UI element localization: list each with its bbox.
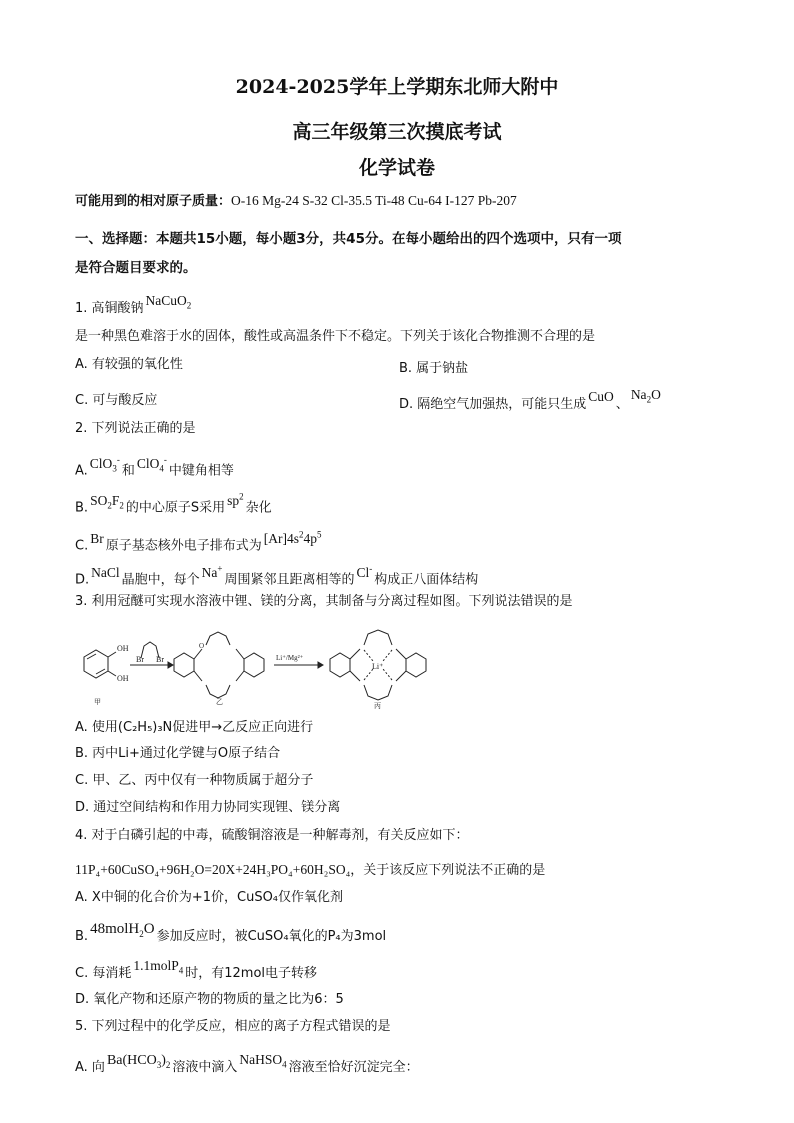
reaction-arrow-2 [274,662,323,668]
q4-equation-line: 11P₄+60CuSO₄+96H₂O=20X+24H₃PO₄+60H₂SO₄，关于该反应下列说法不正确的是 [75,862,546,878]
section1-heading: 一、选择题：本题共15小题，每小题3分，共45分。在每小题给出的四个选项中，只有一项 [75,231,622,247]
q3-stem: 3. 利用冠醚可实现水溶液中锂、镁的分离，其制备与分离过程如图。下列说法错误的是 [75,594,573,609]
label-bing: 丙 [374,702,381,710]
atomic-mass-values: O-16 Mg-24 S-32 Cl-35.5 Ti-48 Cu-64 I-127 Pb-207 [231,193,517,208]
exam-title-subject: 化学试卷 [358,157,435,179]
q1-stem-cont: 是一种黑色难溶于水的固体，酸性或高温条件下不稳定。下列关于该化合物推测不合理的是 [75,329,596,344]
section1-heading-cont: 是符合题目要求的。 [75,260,197,276]
dibenzo-crown-structure [174,632,264,698]
q4-option-d[interactable]: D. 氧化产物和还原产物的物质的量之比为6：5 [75,992,344,1007]
q4-option-c[interactable]: C. 每消耗1.1molP$_4$ 时，有12mol电子转移 [75,958,318,981]
oh-bottom-label: OH [117,674,129,683]
br-right-label: Br [156,655,164,664]
q4-option-a[interactable]: A. X中铜的化合价为+1价，CuSO₄仅作氧化剂 [75,890,344,905]
q2-stem: 2. 下列说法正确的是 [75,421,196,436]
oh-top-label: OH [117,644,129,653]
q5-stem: 5. 下列过程中的化学反应，相应的离子方程式错误的是 [75,1019,391,1034]
label-yi: 乙 [216,698,223,706]
q1-option-d[interactable]: D. 隔绝空气加强热，可能只生成CuO、$Na_2O$ [399,387,661,412]
q1-stem: 1. 高铜酸钠NaCuO$_2$ [75,293,192,316]
q2-option-c[interactable]: C.Br原子基态核外电子排布式为$[Ar]4s^24p^5$ [75,529,322,554]
crown-ether-reaction-diagram [72,624,442,710]
q3-option-d[interactable]: D. 通过空间结构和作用力协同实现锂、镁分离 [75,800,341,815]
atomic-mass-label: 可能用到的相对原子质量： [75,194,232,209]
q4-equation: 11P₄+60CuSO₄+96H₂O=20X+24H₃PO₄+60H₂SO₄ [75,862,351,877]
reagent-label: Li⁺/Mg²⁺ [276,654,304,662]
exam-title-school: 2024-2025学年上学期东北师大附中 [235,76,559,98]
q4-stem: 4. 对于白磷引起的中毒，硫酸铜溶液是一种解毒剂，有关反应如下： [75,828,469,843]
q1-option-b[interactable]: B. 属于钠盐 [399,361,469,376]
q2-option-b[interactable]: $B.SO_2F_2$ 的中心原子S采用$sp^2$杂化 [75,491,272,516]
catechol-structure [84,650,116,678]
atomic-mass-line [75,193,517,210]
q3-option-b[interactable]: B. 丙中Li+通过化学键与O原子结合 [75,746,281,761]
q3-option-c[interactable]: C. 甲、乙、丙中仅有一种物质属于超分子 [75,773,314,788]
q1-option-a[interactable]: A. 有较强的氧化性 [75,357,183,372]
q4-option-b[interactable]: B. 48molH$_2$O 参加反应时，被CuSO₄氧化的P₄为3mol [75,921,387,944]
q1-formula: NaCuO$_2$ [145,293,192,311]
q5-option-a[interactable]: A. 向 $Ba(HCO_3)_2$ 溶液中滴入NaHSO$_4$ 溶液至恰好沉淀完全： [75,1052,419,1075]
li-ion-label: Li⁺ [372,662,384,671]
label-jia: 甲 [94,698,101,706]
q3-option-a[interactable]: A. 使用(C₂H₅)₃N促进甲→乙反应正向进行 [75,720,314,735]
exam-title-grade: 高三年级第三次摸底考试 [292,121,502,143]
br-left-label: Br [136,655,144,664]
q2-option-d[interactable]: D.NaCl晶胞中，每个Na+周围紧邻且距离相等的Cl-构成正八面体结构 [75,563,479,588]
o-label: O [199,642,205,650]
q2-option-a[interactable]: A.ClO$_3$-和ClO$_4$-中键角相等 [75,454,234,479]
q1-option-c[interactable]: C. 可与酸反应 [75,393,158,408]
